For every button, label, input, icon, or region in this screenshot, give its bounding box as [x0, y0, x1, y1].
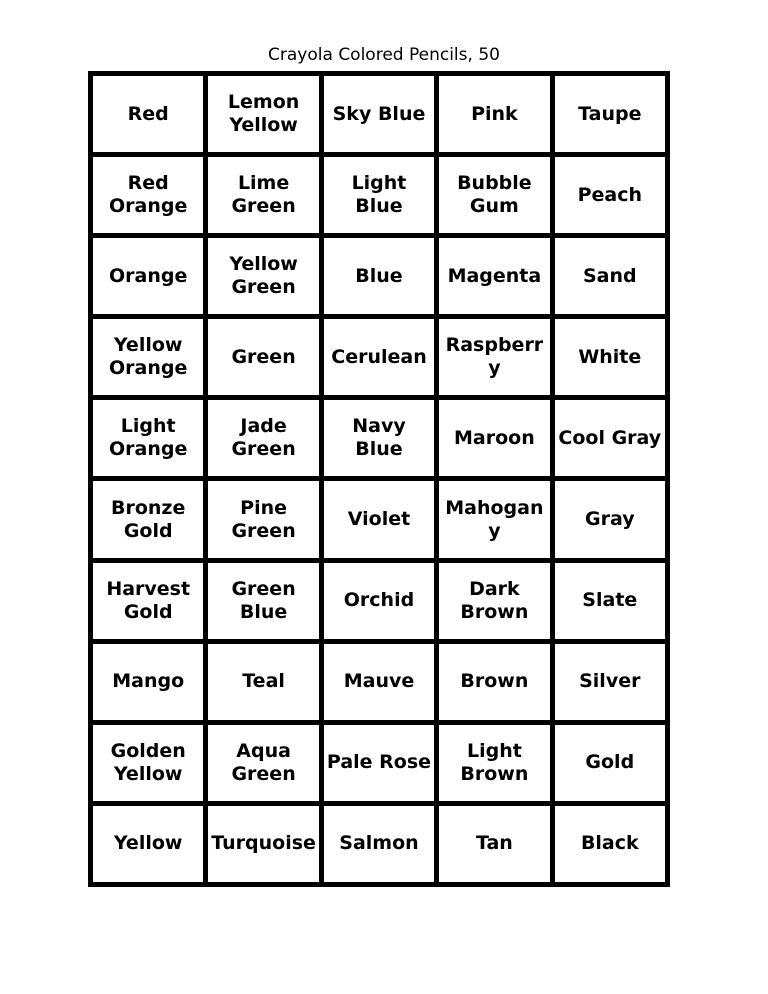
grid-cell [324, 806, 434, 882]
color-name: Turquoise [211, 832, 316, 855]
color-name: Yellow Green [229, 253, 298, 299]
grid-cell [208, 481, 318, 557]
color-name: Green Blue [231, 577, 296, 623]
grid-cell [93, 644, 203, 720]
color-name: Gray [585, 508, 635, 531]
color-name: Taupe [578, 102, 642, 125]
color-name: Sand [582, 264, 637, 287]
grid-cell [208, 563, 318, 639]
grid-cell [555, 725, 665, 801]
grid-cell [555, 76, 665, 152]
color-name: Red [127, 102, 169, 125]
grid-cell [93, 76, 203, 152]
grid-cell [93, 319, 203, 395]
color-name: Teal [242, 670, 285, 693]
grid-cell [439, 76, 549, 152]
grid-cell [439, 563, 549, 639]
color-name: Black [580, 832, 639, 855]
color-name: Golden Yellow [110, 739, 186, 785]
color-name: Sky Blue [332, 102, 426, 125]
grid-cell [555, 238, 665, 314]
color-name: Pale Rose [326, 751, 432, 774]
color-name: Orchid [343, 589, 415, 612]
grid-cell [208, 400, 318, 476]
grid-cell [324, 319, 434, 395]
grid-cell [208, 644, 318, 720]
color-name: Gold [585, 751, 635, 774]
color-name: Mango [112, 670, 185, 693]
color-name: Light Brown [460, 739, 529, 785]
grid-cell [324, 725, 434, 801]
color-name: Lemon Yellow [227, 91, 300, 137]
color-name: Silver [579, 670, 641, 693]
color-name: Pink [471, 102, 518, 125]
grid-cell [555, 319, 665, 395]
page-title: Crayola Colored Pencils, 50 [268, 45, 500, 65]
grid-cell [324, 481, 434, 557]
grid-cell [324, 563, 434, 639]
color-name: Brown [460, 670, 529, 693]
grid-cell [439, 481, 549, 557]
grid-cell [555, 481, 665, 557]
color-name: Green [231, 345, 296, 368]
grid-cell [555, 563, 665, 639]
color-name: Bubble Gum [457, 172, 532, 218]
color-name: Blue [355, 264, 403, 287]
grid-cell [439, 238, 549, 314]
grid-cell [93, 238, 203, 314]
grid-cell [555, 806, 665, 882]
color-name: Salmon [339, 832, 419, 855]
grid-cell [324, 157, 434, 233]
color-name: Orange [109, 264, 188, 287]
grid-cell [208, 806, 318, 882]
color-name: Pine Green [231, 496, 296, 542]
color-name: Slate [582, 589, 638, 612]
grid-cell [93, 157, 203, 233]
grid-cell [439, 644, 549, 720]
grid-cell [208, 238, 318, 314]
color-name: Cool Gray [558, 426, 662, 449]
color-name: Tan [475, 832, 513, 855]
grid-cell [93, 725, 203, 801]
color-name: Maroon [454, 426, 535, 449]
grid-cell [208, 319, 318, 395]
grid-cell [324, 76, 434, 152]
grid-cell [555, 157, 665, 233]
grid-cell [439, 157, 549, 233]
color-name: Yellow Orange [109, 334, 188, 380]
grid-cell [93, 400, 203, 476]
grid-cell [208, 725, 318, 801]
grid-cell [208, 157, 318, 233]
grid-cell [208, 76, 318, 152]
color-name: Light Orange [109, 415, 188, 461]
grid-cell [324, 238, 434, 314]
grid-cell [93, 481, 203, 557]
color-name: Bronze Gold [111, 496, 186, 542]
color-name: Cerulean [331, 345, 427, 368]
color-name: Navy Blue [352, 415, 406, 461]
color-name: Raspberry [445, 334, 544, 380]
color-grid [88, 71, 670, 887]
grid-cell [324, 400, 434, 476]
grid-cell [93, 806, 203, 882]
color-name: Harvest Gold [106, 577, 191, 623]
color-name: Violet [347, 508, 411, 531]
color-name: Magenta [447, 264, 542, 287]
color-name: Red Orange [109, 172, 188, 218]
color-name: Lime Green [231, 172, 296, 218]
grid-cell [93, 563, 203, 639]
color-name: Jade Green [231, 415, 296, 461]
grid-cell [324, 644, 434, 720]
color-name: Light Blue [351, 172, 407, 218]
grid-cell [439, 725, 549, 801]
grid-cell [555, 644, 665, 720]
color-name: Dark Brown [460, 577, 529, 623]
grid-cell [555, 400, 665, 476]
color-name: Peach [577, 183, 642, 206]
grid-cell [439, 319, 549, 395]
color-name: Aqua Green [231, 739, 296, 785]
color-name: Yellow [113, 832, 183, 855]
grid-cell [439, 806, 549, 882]
grid-cell [439, 400, 549, 476]
color-name: White [578, 345, 642, 368]
color-name: Mauve [343, 670, 415, 693]
color-name: Mahogany [445, 496, 544, 542]
